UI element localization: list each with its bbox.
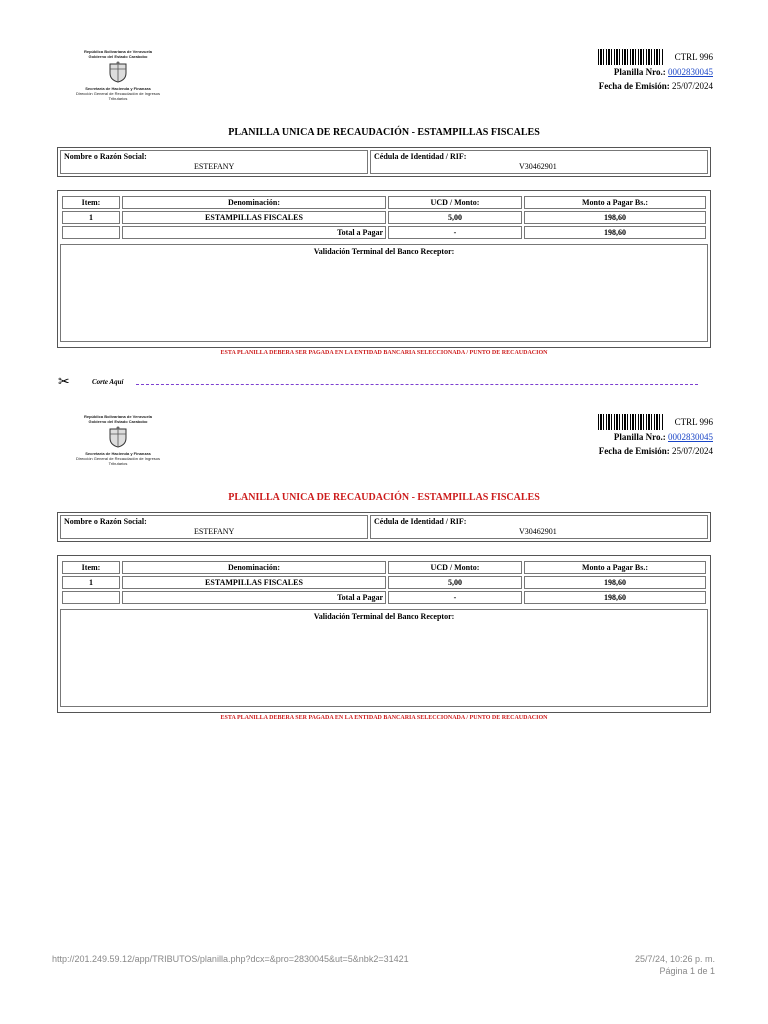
items-box [57, 190, 711, 348]
fecha-label: Fecha de Emisión: [598, 81, 670, 91]
bank-validation-box: Validación Terminal del Banco Receptor: [60, 609, 708, 707]
fecha-label: Fecha de Emisión: [598, 446, 670, 456]
planilla-number-row [513, 430, 713, 444]
planilla-number-link[interactable]: 0002830045 [668, 432, 713, 442]
header-item: Item: [62, 196, 120, 209]
barcode-icon [598, 414, 664, 430]
row-item: 1 [62, 576, 120, 589]
logo-line3: Secretaría de Hacienda y Finanzas [85, 86, 151, 91]
planilla-bottom [0, 405, 768, 721]
planilla-number-row [513, 65, 713, 79]
header-denominacion: Denominación: [122, 561, 386, 574]
name-label: Nombre o Razón Social: [64, 152, 147, 161]
print-datetime: 25/7/24, 10:26 p. m. [634, 954, 715, 964]
row-denominacion: ESTAMPILLAS FISCALES [122, 576, 386, 589]
row-monto: 198,60 [524, 211, 706, 224]
table-row [62, 211, 706, 224]
logo-line2: Gobierno del Estado Carabobo [88, 54, 148, 59]
name-value: ESTEFANY [194, 527, 235, 536]
row-ucd: 5,00 [388, 211, 522, 224]
items-box [57, 555, 711, 713]
government-logo [58, 49, 178, 101]
fecha-value: 25/07/2024 [671, 446, 713, 456]
row-monto: 198,60 [524, 576, 706, 589]
total-ucd: - [388, 226, 522, 239]
logo-line2: Gobierno del Estado Carabobo [88, 419, 148, 424]
coat-of-arms-icon [107, 61, 129, 83]
scissors-icon: ✂ [58, 375, 70, 390]
page-title: PLANILLA UNICA DE RECAUDACIÓN - ESTAMPILLAS FISCALES [228, 127, 540, 138]
header-monto: Monto a Pagar Bs.: [524, 196, 706, 209]
header-item: Item: [62, 561, 120, 574]
logo-line5: Tributarios [108, 461, 128, 466]
items-table [60, 194, 708, 241]
header-monto: Monto a Pagar Bs.: [524, 561, 706, 574]
coat-of-arms-icon [107, 426, 129, 448]
government-logo [58, 414, 178, 466]
total-empty-cell [62, 226, 120, 239]
name-value: ESTEFANY [194, 162, 235, 171]
id-cell [370, 515, 708, 539]
payment-notice: ESTA PLANILLA DEBERA SER PAGADA EN LA ENTIDAD BANCARIA SELECCIONADA / PUNTO DE RECAUDACION [220, 715, 548, 721]
logo-line3: Secretaría de Hacienda y Finanzas [85, 451, 151, 456]
cut-label: Corte Aquí [92, 378, 124, 386]
ctrl-code: CTRL 996 [674, 417, 713, 427]
logo-line1: República Bolivariana de Venezuela [83, 414, 153, 419]
bank-validation-box: Validación Terminal del Banco Receptor: [60, 244, 708, 342]
total-row [62, 591, 706, 604]
id-label: Cédula de Identidad / RIF: [374, 517, 467, 526]
row-ucd: 5,00 [388, 576, 522, 589]
cut-line [58, 375, 698, 392]
page-title: PLANILLA UNICA DE RECAUDACIÓN - ESTAMPILLAS FISCALES [228, 492, 540, 503]
party-box [57, 147, 711, 177]
name-cell [60, 150, 368, 174]
planilla-number-link[interactable]: 0002830045 [668, 67, 713, 77]
total-ucd: - [388, 591, 522, 604]
fecha-row [513, 444, 713, 458]
planilla-label: Planilla Nro.: [613, 432, 666, 442]
id-cell [370, 150, 708, 174]
id-value: V30462901 [519, 527, 557, 536]
header-denominacion: Denominación: [122, 196, 386, 209]
logo-line5: Tributarios [108, 96, 128, 101]
name-cell [60, 515, 368, 539]
page-number: Página 1 de 1 [659, 966, 715, 976]
logo-line1: República Bolivariana de Venezuela [83, 49, 153, 54]
fecha-value: 25/07/2024 [671, 81, 713, 91]
control-block [513, 49, 713, 93]
header-ucd: UCD / Monto: [388, 561, 522, 574]
planilla-top [0, 40, 768, 356]
total-label: Total a Pagar [122, 226, 386, 239]
name-label: Nombre o Razón Social: [64, 517, 147, 526]
total-monto: 198,60 [524, 591, 706, 604]
row-item: 1 [62, 211, 120, 224]
table-header-row [62, 561, 706, 574]
total-empty-cell [62, 591, 120, 604]
id-value: V30462901 [519, 162, 557, 171]
dashed-divider [136, 384, 698, 385]
control-block [513, 414, 713, 458]
id-label: Cédula de Identidad / RIF: [374, 152, 467, 161]
table-header-row [62, 196, 706, 209]
print-meta [635, 953, 715, 977]
planilla-label: Planilla Nro.: [613, 67, 666, 77]
row-denominacion: ESTAMPILLAS FISCALES [122, 211, 386, 224]
total-monto: 198,60 [524, 226, 706, 239]
ctrl-code: CTRL 996 [674, 52, 713, 62]
items-table [60, 559, 708, 606]
logo-line4: Dirección General de Recaudación de Ingresos [75, 91, 161, 96]
party-box [57, 512, 711, 542]
print-url: http://201.249.59.12/app/TRIBUTOS/planilla.php?dcx=&pro=2830045&ut=5&nbk2=31421 [52, 954, 409, 964]
barcode-icon [598, 49, 664, 65]
header-ucd: UCD / Monto: [388, 196, 522, 209]
total-row [62, 226, 706, 239]
table-row [62, 576, 706, 589]
logo-line4: Dirección General de Recaudación de Ingresos [75, 456, 161, 461]
total-label: Total a Pagar [122, 591, 386, 604]
fecha-row [513, 79, 713, 93]
payment-notice: ESTA PLANILLA DEBERA SER PAGADA EN LA ENTIDAD BANCARIA SELECCIONADA / PUNTO DE RECAUDACION [220, 350, 548, 356]
